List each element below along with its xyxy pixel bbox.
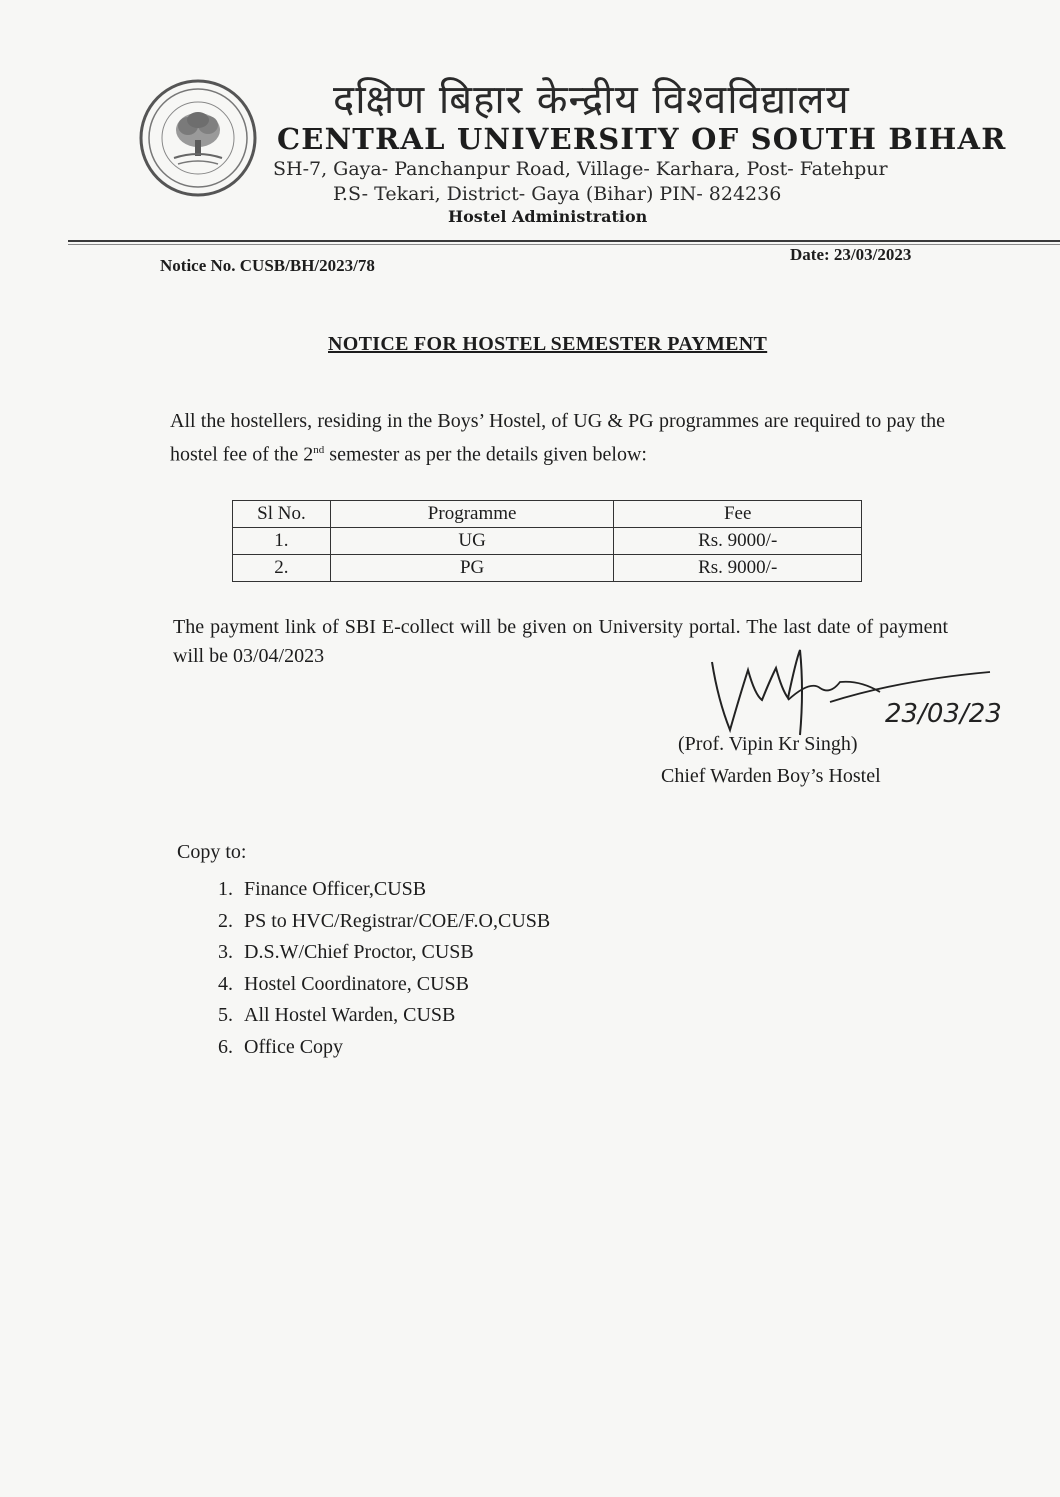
university-name-english: CENTRAL UNIVERSITY OF SOUTH BIHAR (277, 122, 1007, 156)
university-seal-logo (138, 78, 258, 198)
notice-date: Date: 23/03/2023 (790, 245, 912, 264)
table-header-row (233, 501, 862, 528)
address-line-2: P.S- Tekari, District- Gaya (Bihar) PIN- 824236 (333, 183, 782, 205)
table-cell: Rs. 9000/- (614, 555, 862, 582)
table-row (233, 555, 862, 582)
table-cell: Rs. 9000/- (614, 528, 862, 555)
fee-table (232, 500, 862, 582)
table-cell: UG (330, 528, 614, 555)
department-name: Hostel Administration (448, 207, 648, 226)
list-item: 3. D.S.W/Chief Proctor, CUSB (238, 937, 550, 969)
ordinal-suffix: nd (313, 444, 325, 456)
column-header-fee: Fee (614, 501, 862, 528)
list-item: 5. All Hostel Warden, CUSB (238, 1000, 550, 1032)
table-row (233, 528, 862, 555)
university-name-hindi: दक्षिण बिहार केन्द्रीय विश्वविद्यालय (333, 77, 850, 123)
list-item: 1. Finance Officer,CUSB (238, 874, 550, 906)
table-cell: 2. (233, 555, 331, 582)
column-header-sl-no: Sl No. (233, 501, 331, 528)
table-cell: PG (330, 555, 614, 582)
paragraph-1-text: All the hostellers, residing in the Boys’ Hostel, of UG & PG programmes are required to pay the hostel fee of the 2 (170, 410, 945, 466)
list-item: 4. Hostel Coordinatore, CUSB (238, 969, 550, 1001)
column-header-programme: Programme (330, 501, 614, 528)
header-divider (68, 240, 1060, 242)
address-line-1: SH-7, Gaya- Panchanpur Road, Village- Karhara, Post- Fatehpur (273, 158, 888, 180)
list-item: 2. PS to HVC/Registrar/COE/F.O,CUSB (238, 906, 550, 938)
paragraph-1-text-end: semester as per the details given below: (324, 443, 647, 466)
list-item: 6. Office Copy (238, 1032, 550, 1064)
table-cell: 1. (233, 528, 331, 555)
copy-to-list (190, 874, 550, 1063)
notice-heading: NOTICE FOR HOSTEL SEMESTER PAYMENT (328, 333, 768, 355)
copy-to-label: Copy to: (177, 841, 247, 863)
signatory-name: (Prof. Vipin Kr Singh) (678, 733, 858, 755)
notice-paragraph-1 (170, 407, 945, 470)
handwritten-date: 23/03/23 (885, 699, 1002, 729)
notice-paragraph-2: The payment link of SBI E-collect will be given on University portal. The last date of payment will be 03/04/2023 (173, 616, 948, 667)
handwritten-signature (700, 640, 1040, 740)
signatory-designation: Chief Warden Boy’s Hostel (661, 765, 881, 787)
notice-number: Notice No. CUSB/BH/2023/78 (160, 256, 375, 275)
